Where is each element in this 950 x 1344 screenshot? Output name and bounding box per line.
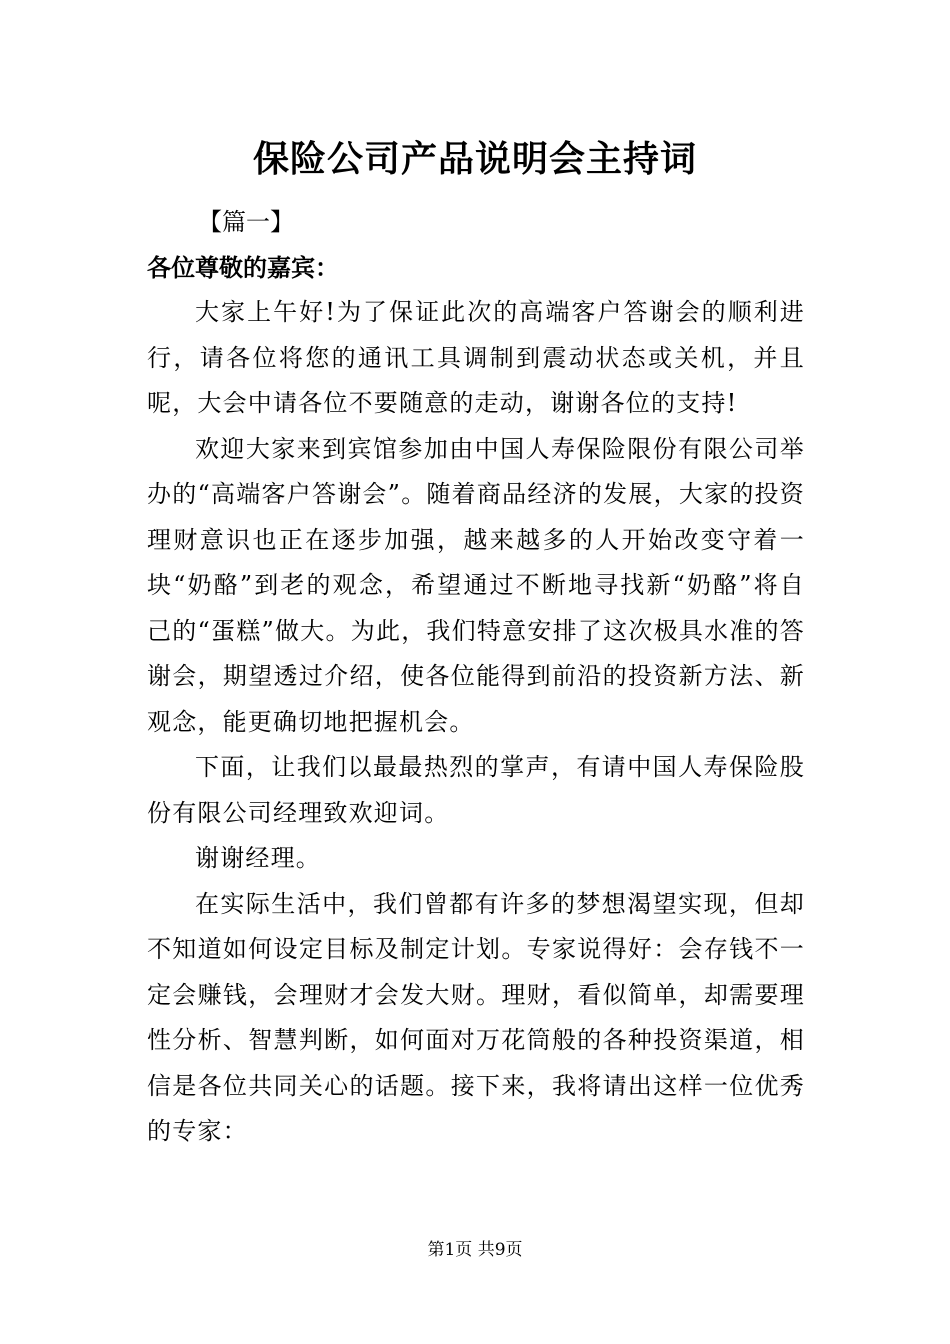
page-footer: 第1页 共9页 bbox=[427, 1240, 523, 1260]
section-label: 【篇一】 bbox=[198, 208, 294, 236]
paragraph: 欢迎大家来到宾馆参加由中国人寿保险限份有限公司举办的“高端客户答谢会”。随着商品经济的发展，大家的投资理财意识也正在逐步加强，越来越多的人开始改变守着一块“奶酪”到老的观念，希望通过不断地寻找新“奶酪”将自己的“蛋糕”做大。为此，我们特意安排了这次极具水准的答谢会，期望透过介绍，使各位能得到前沿的投资新方法、新观念，能更确切地把握机会。 bbox=[147, 434, 805, 736]
paragraph: 谢谢经理。 bbox=[195, 844, 321, 872]
paragraph: 大家上午好!为了保证此次的高端客户答谢会的顺利进行，请各位将您的通讯工具调制到震动状态或关机，并且呢，大会中请各位不要随意的走动，谢谢各位的支持! bbox=[147, 298, 805, 417]
document-body bbox=[147, 290, 805, 1155]
paragraph: 在实际生活中，我们曾都有许多的梦想渴望实现，但却不知道如何设定目标及制定计划。专家说得好：会存钱不一定会赚钱，会理财才会发大财。理财，看似简单，却需要理性分析、智慧判断，如何面对万花筒般的各种投资渠道，相信是各位共同关心的话题。接下来，我将请出这样一位优秀的专家： bbox=[147, 889, 805, 1145]
paragraph: 下面，让我们以最最热烈的掌声，有请中国人寿保险股份有限公司经理致欢迎词。 bbox=[147, 753, 805, 827]
document-title: 保险公司产品说明会主持词 bbox=[252, 138, 697, 180]
salutation: 各位尊敬的嘉宾： bbox=[147, 253, 339, 282]
